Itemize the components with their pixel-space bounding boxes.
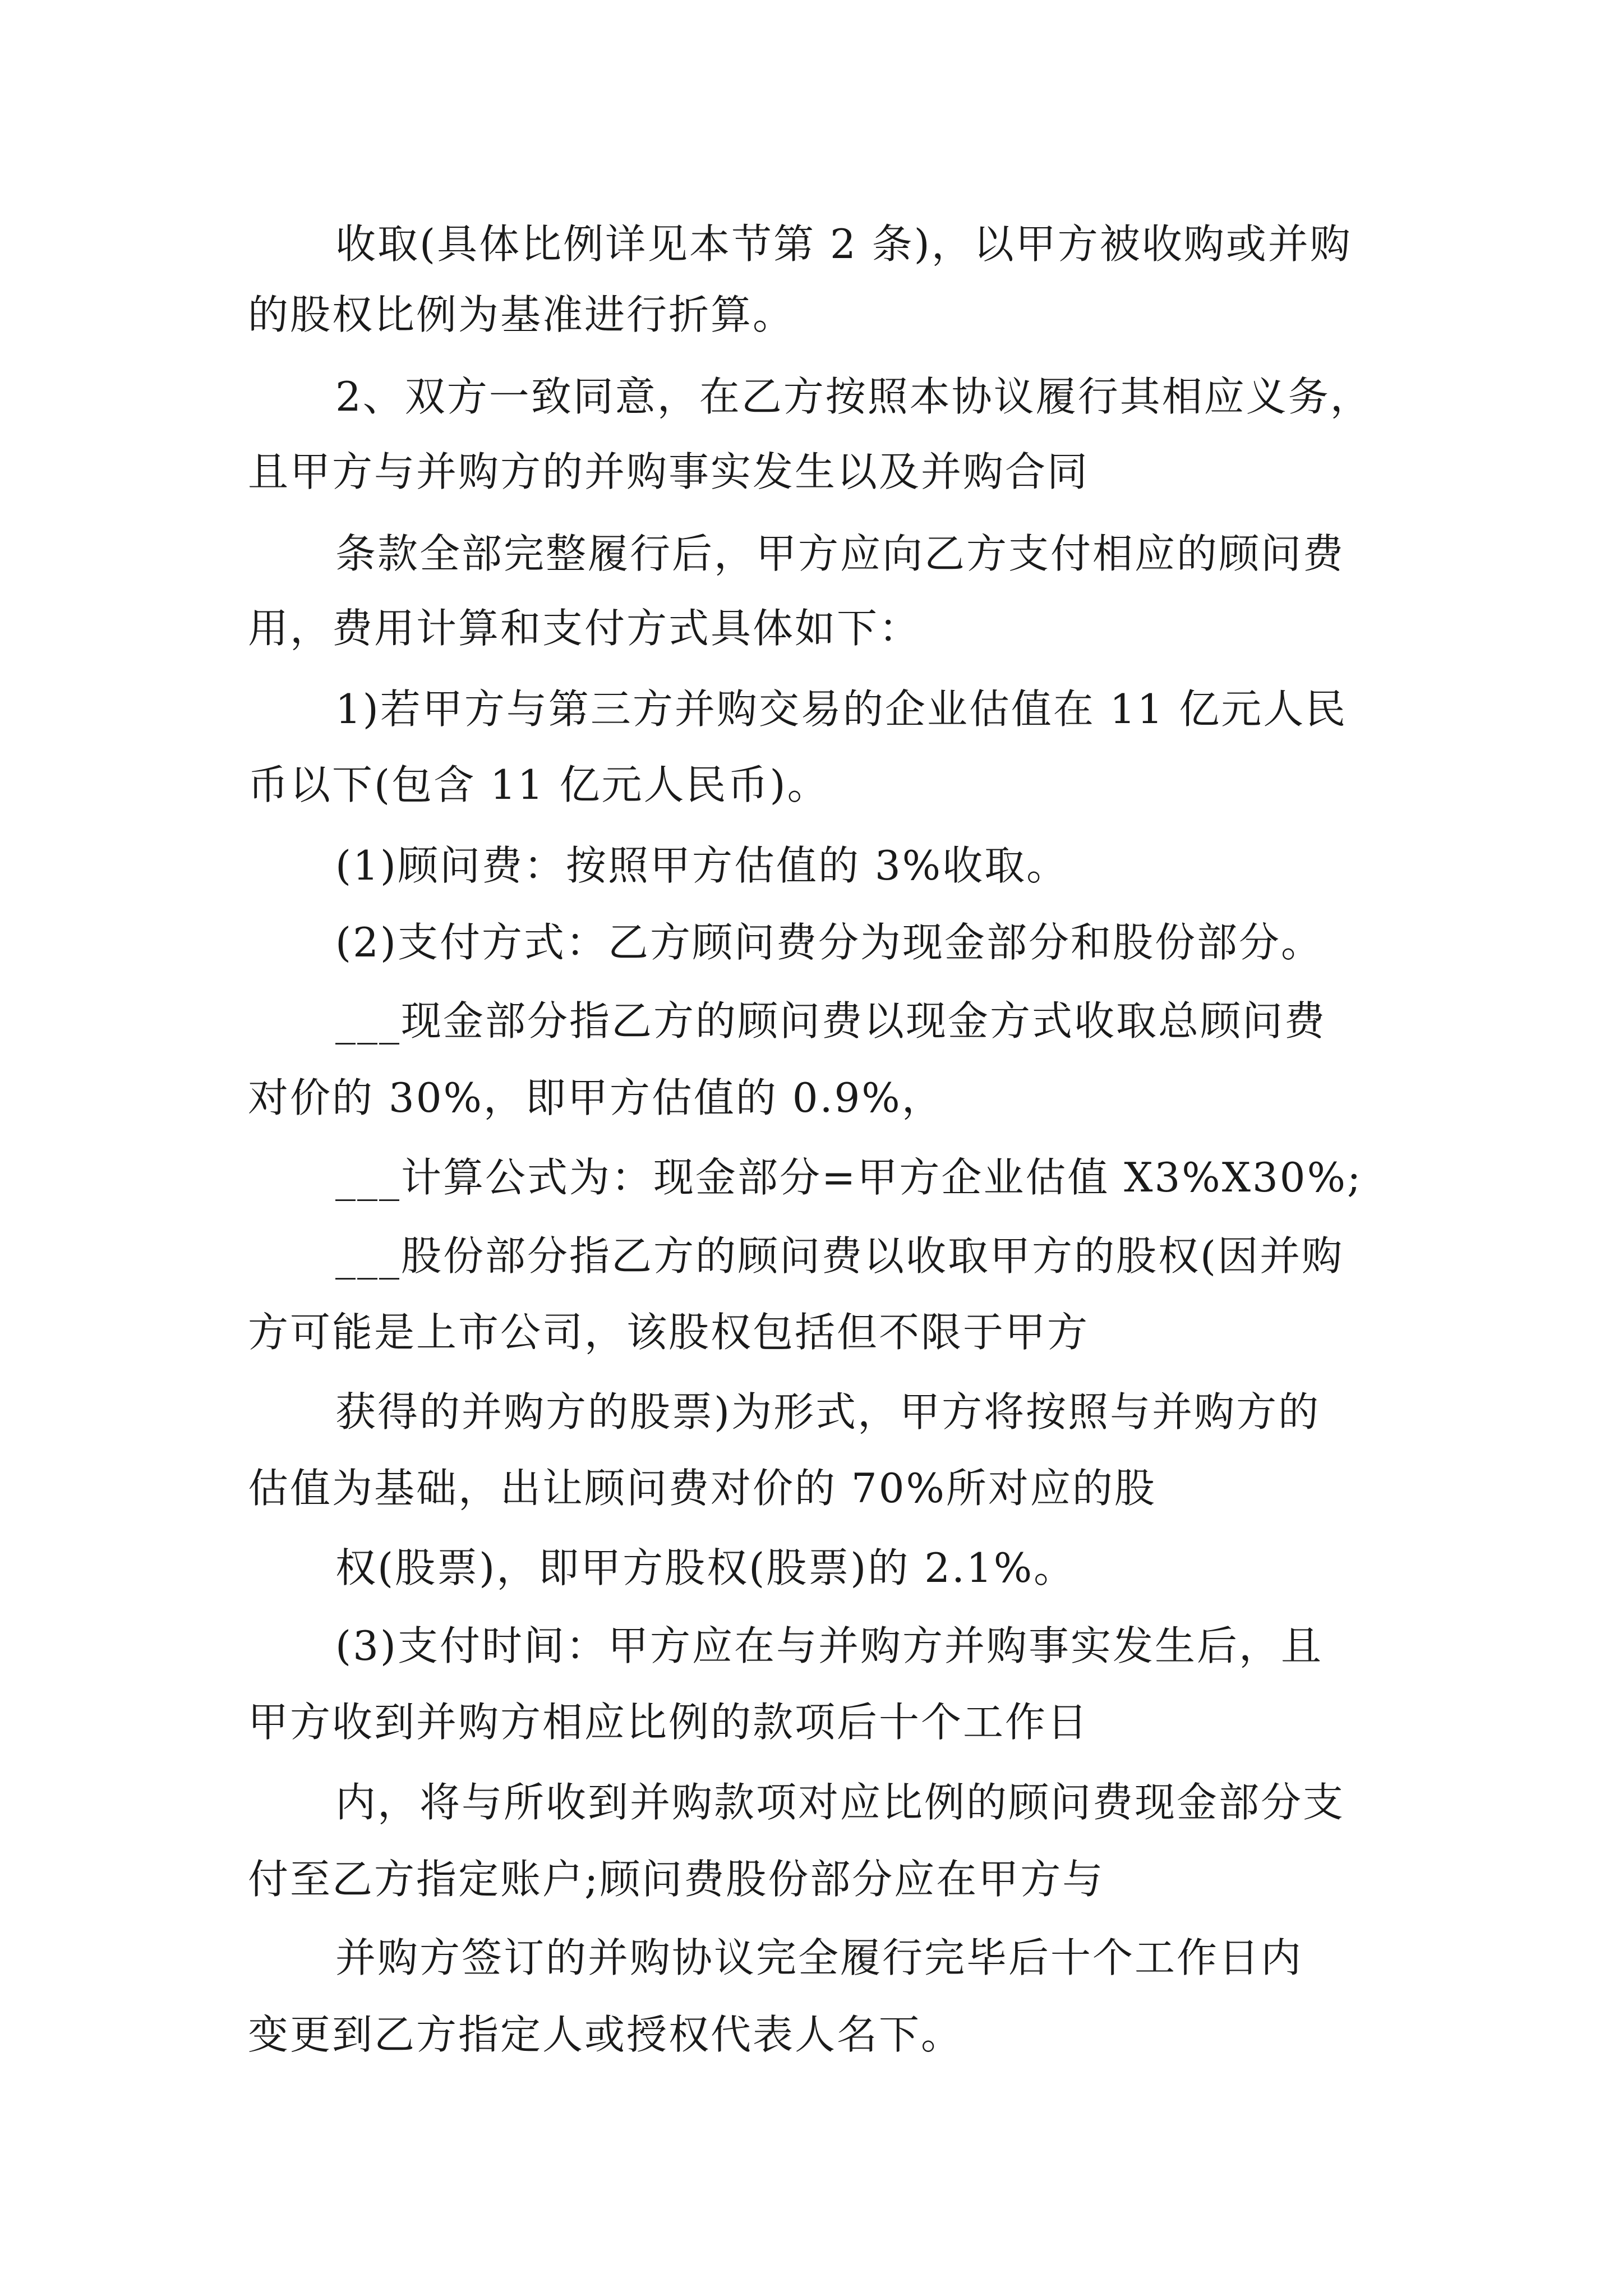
text-line: 甲方收到并购方相应比例的款项后十个工作日 — [248, 1699, 1090, 1746]
text-line: ___现金部分指乙方的顾问费以现金方式收取总顾问费 — [335, 997, 1327, 1045]
text-line: (3)支付时间：甲方应在与并购方并购事实发生后，且 — [335, 1622, 1323, 1669]
text-line: 2、双方一致同意，在乙方按照本协议履行其相应义务， — [335, 373, 1372, 420]
text-line: 变更到乙方指定人或授权代表人名下。 — [248, 2011, 963, 2058]
text-line: 获得的并购方的股票)为形式，甲方将按照与并购方的 — [335, 1388, 1321, 1435]
text-line: ___计算公式为：现金部分=甲方企业估值 X3%X30%; — [335, 1154, 1363, 1201]
text-line: 条款全部完整履行后，甲方应向乙方支付相应的顾问费 — [335, 530, 1345, 577]
text-line: (2)支付方式：乙方顾问费分为现金部分和股份部分。 — [335, 919, 1323, 966]
text-line: 1)若甲方与第三方并购交易的企业估值在 11 亿元人民 — [335, 685, 1348, 733]
text-line: 内，将与所收到并购款项对应比例的顾问费现金部分支 — [335, 1779, 1345, 1826]
text-line: 币以下(包含 11 亿元人民币)。 — [248, 761, 829, 808]
text-line: 方可能是上市公司，该股权包括但不限于甲方 — [248, 1309, 1090, 1356]
text-line: 的股权比例为基准进行折算。 — [248, 291, 795, 338]
text-line: 且甲方与并购方的并购事实发生以及并购合同 — [248, 448, 1090, 495]
text-line: 用，费用计算和支付方式具体如下： — [248, 605, 921, 652]
text-line: ___股份部分指乙方的顾问费以收取甲方的股权(因并购 — [335, 1232, 1344, 1280]
text-line: 付至乙方指定账户;顾问费股份部分应在甲方与 — [248, 1856, 1105, 1903]
text-line: 对价的 30%，即甲方估值的 0.9%， — [248, 1074, 944, 1121]
text-line: 并购方签订的并购协议完全履行完毕后十个工作日内 — [335, 1934, 1303, 1981]
text-line: 收取(具体比例详见本节第 2 条)，以甲方被收购或并购 — [335, 220, 1352, 268]
text-line: 估值为基础，出让顾问费对价的 70%所对应的股 — [248, 1465, 1156, 1512]
text-line: 权(股票)，即甲方股权(股票)的 2.1%。 — [335, 1544, 1076, 1591]
text-line: (1)顾问费：按照甲方估值的 3%收取。 — [335, 842, 1069, 889]
